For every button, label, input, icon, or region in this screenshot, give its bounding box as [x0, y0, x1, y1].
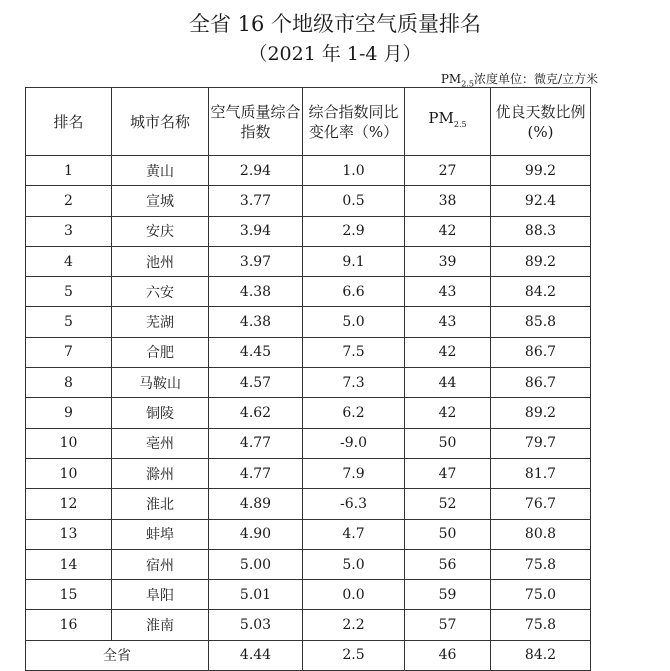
table-row	[26, 398, 591, 428]
cell-city: 淮南	[112, 610, 209, 640]
table-row	[26, 368, 591, 398]
cell-good: 99.2	[491, 156, 591, 186]
cell-pm25: 52	[405, 489, 491, 519]
header-good-days: 优良天数比例(%)	[491, 88, 591, 156]
header-pm-sub: 2.5	[453, 120, 467, 129]
cell-index: 3.94	[209, 216, 303, 246]
table-row	[26, 246, 591, 276]
cell-pm25: 50	[405, 428, 491, 458]
table-row	[26, 216, 591, 246]
cell-rank: 4	[26, 246, 112, 276]
cell-pm25: 27	[405, 156, 491, 186]
cell-pm25: 42	[405, 337, 491, 367]
cell-rank: 13	[26, 519, 112, 549]
cell-city: 宿州	[112, 549, 209, 579]
cell-index: 4.45	[209, 337, 303, 367]
cell-good: 75.8	[491, 549, 591, 579]
cell-index: 3.77	[209, 186, 303, 216]
cell-city: 池州	[112, 246, 209, 276]
page-title: 全省 16 个地级市空气质量排名	[188, 12, 482, 36]
cell-rank: 12	[26, 489, 112, 519]
cell-good: 85.8	[491, 307, 591, 337]
cell-change: 7.9	[303, 458, 405, 488]
ranking-table	[25, 87, 591, 671]
table-row	[26, 156, 591, 186]
cell-city: 黄山	[112, 156, 209, 186]
cell-rank: 7	[26, 337, 112, 367]
cell-city: 芜湖	[112, 307, 209, 337]
cell-change: -6.3	[303, 489, 405, 519]
cell-good: 92.4	[491, 186, 591, 216]
total-pm25: 46	[405, 640, 491, 670]
table-row	[26, 428, 591, 458]
cell-index: 2.94	[209, 156, 303, 186]
cell-index: 4.57	[209, 368, 303, 398]
cell-pm25: 47	[405, 458, 491, 488]
cell-change: 0.5	[303, 186, 405, 216]
cell-city: 阜阳	[112, 580, 209, 610]
cell-rank: 15	[26, 580, 112, 610]
cell-pm25: 44	[405, 368, 491, 398]
cell-good: 86.7	[491, 368, 591, 398]
cell-index: 4.89	[209, 489, 303, 519]
cell-city: 六安	[112, 277, 209, 307]
cell-change: 6.6	[303, 277, 405, 307]
cell-rank: 1	[26, 156, 112, 186]
table-row	[26, 489, 591, 519]
cell-good: 88.3	[491, 216, 591, 246]
cell-change: 2.2	[303, 610, 405, 640]
cell-pm25: 43	[405, 277, 491, 307]
cell-good: 84.2	[491, 277, 591, 307]
cell-index: 4.77	[209, 428, 303, 458]
cell-rank: 5	[26, 307, 112, 337]
cell-pm25: 59	[405, 580, 491, 610]
table-row	[26, 186, 591, 216]
cell-rank: 16	[26, 610, 112, 640]
cell-good: 76.7	[491, 489, 591, 519]
cell-pm25: 42	[405, 398, 491, 428]
cell-city: 淮北	[112, 489, 209, 519]
unit-subscript: 2.5	[461, 79, 474, 89]
cell-city: 安庆	[112, 216, 209, 246]
cell-pm25: 42	[405, 216, 491, 246]
unit-note	[441, 70, 598, 88]
cell-rank: 9	[26, 398, 112, 428]
cell-rank: 10	[26, 458, 112, 488]
cell-index: 4.38	[209, 277, 303, 307]
table-body	[26, 156, 591, 641]
cell-index: 5.03	[209, 610, 303, 640]
header-rank: 排名	[26, 88, 112, 156]
table-row	[26, 610, 591, 640]
cell-change: 9.1	[303, 246, 405, 276]
cell-change: 2.9	[303, 216, 405, 246]
cell-pm25: 38	[405, 186, 491, 216]
cell-rank: 10	[26, 428, 112, 458]
cell-good: 79.7	[491, 428, 591, 458]
total-label: 全省	[26, 640, 209, 670]
cell-index: 3.97	[209, 246, 303, 276]
cell-pm25: 39	[405, 246, 491, 276]
header-pm-prefix: PM	[428, 109, 454, 127]
unit-text: 浓度单位：微克/立方米	[473, 72, 598, 86]
cell-change: 1.0	[303, 156, 405, 186]
header-change: 综合指数同比变化率（%）	[303, 88, 405, 156]
total-row	[26, 640, 591, 670]
total-change: 2.5	[303, 640, 405, 670]
cell-change: 5.0	[303, 549, 405, 579]
cell-change: 5.0	[303, 307, 405, 337]
cell-good: 81.7	[491, 458, 591, 488]
cell-pm25: 50	[405, 519, 491, 549]
cell-good: 75.8	[491, 610, 591, 640]
cell-change: 4.7	[303, 519, 405, 549]
cell-index: 4.77	[209, 458, 303, 488]
cell-index: 4.90	[209, 519, 303, 549]
cell-good: 75.0	[491, 580, 591, 610]
cell-good: 86.7	[491, 337, 591, 367]
unit-prefix: PM	[440, 72, 462, 86]
cell-rank: 3	[26, 216, 112, 246]
cell-rank: 2	[26, 186, 112, 216]
cell-city: 合肥	[112, 337, 209, 367]
cell-change: 7.5	[303, 337, 405, 367]
header-city: 城市名称	[112, 88, 209, 156]
header-pm25	[405, 88, 491, 156]
cell-city: 宣城	[112, 186, 209, 216]
table-row	[26, 307, 591, 337]
cell-index: 5.01	[209, 580, 303, 610]
cell-rank: 14	[26, 549, 112, 579]
cell-city: 蚌埠	[112, 519, 209, 549]
cell-city: 滁州	[112, 458, 209, 488]
table-row	[26, 458, 591, 488]
cell-city: 亳州	[112, 428, 209, 458]
cell-index: 4.62	[209, 398, 303, 428]
cell-change: 6.2	[303, 398, 405, 428]
cell-good: 89.2	[491, 398, 591, 428]
table-row	[26, 337, 591, 367]
cell-city: 马鞍山	[112, 368, 209, 398]
cell-city: 铜陵	[112, 398, 209, 428]
table-row	[26, 277, 591, 307]
cell-good: 80.8	[491, 519, 591, 549]
table-row	[26, 519, 591, 549]
header-index: 空气质量综合指数	[209, 88, 303, 156]
page-subtitle: （2021 年 1-4 月）	[248, 43, 422, 65]
cell-good: 89.2	[491, 246, 591, 276]
table-row	[26, 580, 591, 610]
header-row	[26, 88, 591, 156]
table-row	[26, 549, 591, 579]
cell-rank: 8	[26, 368, 112, 398]
cell-pm25: 57	[405, 610, 491, 640]
total-index: 4.44	[209, 640, 303, 670]
cell-change: -9.0	[303, 428, 405, 458]
cell-pm25: 56	[405, 549, 491, 579]
total-good: 84.2	[491, 640, 591, 670]
cell-pm25: 43	[405, 307, 491, 337]
cell-index: 5.00	[209, 549, 303, 579]
cell-index: 4.38	[209, 307, 303, 337]
cell-rank: 5	[26, 277, 112, 307]
cell-change: 7.3	[303, 368, 405, 398]
cell-change: 0.0	[303, 580, 405, 610]
